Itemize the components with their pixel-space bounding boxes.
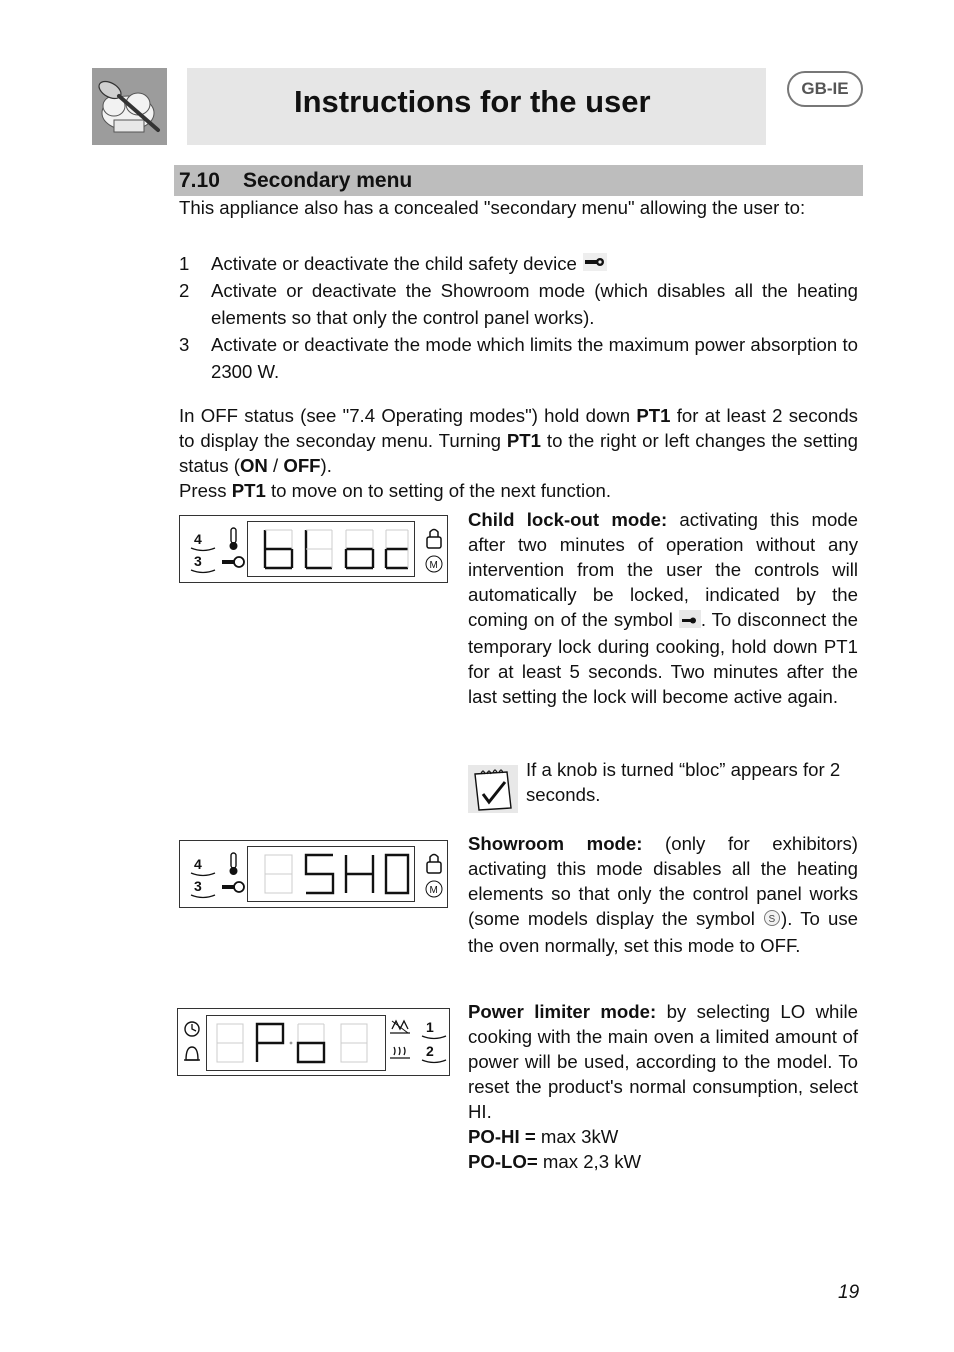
list-item-text: Activate or deactivate the child safety device [211, 253, 577, 274]
padlock-icon [427, 530, 441, 549]
heating-element-icon [390, 1047, 410, 1058]
list-item: Activate or deactivate the Showroom mode (which disables all the heating elements so that only the control panel works). [211, 280, 858, 328]
intro-paragraph: This appliance also has a concealed "secondary menu" allowing the user to: [179, 197, 806, 218]
spoon-chef-hat-icon [92, 68, 167, 145]
page-header [187, 68, 766, 145]
po-lo-line: PO-LO= max 2,3 kW [468, 1151, 642, 1172]
lcd-display [247, 846, 415, 902]
seven-segment-sho [248, 847, 414, 901]
panel-label-bottom: 3 [194, 553, 202, 569]
panel-label-bottom: 3 [194, 878, 202, 894]
control-panel-bloc [179, 515, 448, 583]
section-title: Secondary menu [243, 169, 413, 192]
page-number: 19 [838, 1282, 860, 1303]
note-text: If a knob is turned “bloc” appears for 2 seconds. [526, 759, 841, 805]
panel-label-top: 4 [194, 856, 202, 872]
section-heading [174, 165, 863, 196]
lcd-display [206, 1015, 386, 1071]
list-number: 2 [179, 280, 190, 301]
svg-text:M: M [429, 560, 438, 571]
list-number: 1 [179, 253, 190, 274]
seven-segment-po [207, 1016, 385, 1070]
press-instruction: Press PT1 to move on to setting of the next function. [179, 480, 612, 501]
power-limiter-description: Power limiter mode: by selecting LO while cooking with the main oven a limited amount of power will be used, according to the model. To reset the product's normal consumption, select HI. [468, 1001, 858, 1122]
control-panel-showroom [179, 840, 448, 908]
section-number: 7.10 [179, 169, 220, 192]
lcd-display [247, 521, 415, 577]
control-panel-power [177, 1008, 450, 1076]
bell-icon [184, 1047, 200, 1060]
chef-logo [92, 68, 167, 145]
po-hi-line: PO-HI = max 3kW [468, 1126, 619, 1147]
list-number: 3 [179, 334, 190, 355]
svg-text:S: S [768, 913, 776, 925]
panel-label-bottom: 2 [426, 1043, 434, 1059]
note-icon [467, 764, 519, 814]
list-item: Activate or deactivate the mode which limits the maximum power absorption to 2300 W. [211, 334, 858, 382]
language-badge: GB-IE [787, 71, 863, 107]
instructions-paragraph: In OFF status (see "7.4 Operating modes") hold down PT1 for at least 2 seconds to display the seconday menu. Turning PT1 to the right or left changes the setting status (ON / OFF). [179, 405, 858, 476]
child-lock-description: Child lock-out mode: activating this mode after two minutes of operation without any intervention from the user the controls will automatically be locked, indicated by the coming on of the symbol . To disconnect the temporary lock during cooking, hold down PT1 for at least 5 seconds. Two minutes after the last setting the lock will become active again. [468, 509, 858, 707]
padlock-icon [427, 855, 441, 874]
lock-symbol-icon [679, 609, 701, 634]
showroom-description: Showroom mode: (only for exhibitors) activating this mode disables all the heating elements so that only the control panel works (some models display the symbol S ). To use the oven normally, set this mode to OFF. [468, 833, 858, 956]
menu-m-icon [426, 556, 442, 572]
page-title: Instructions for the user [294, 84, 651, 119]
menu-m-icon [426, 881, 442, 897]
showroom-s-icon [763, 908, 781, 933]
clock-icon [185, 1022, 199, 1036]
grill-fan-icon [390, 1021, 410, 1033]
thermometer-icon [230, 853, 238, 875]
key-icon [222, 557, 244, 567]
list-item [211, 250, 858, 279]
key-icon [222, 882, 244, 892]
panel-label-top: 4 [194, 531, 202, 547]
svg-text:M: M [429, 885, 438, 896]
thermometer-icon [230, 528, 238, 550]
panel-label-top: 1 [426, 1019, 434, 1035]
seven-segment-bloc [248, 522, 414, 576]
key-lock-icon [582, 252, 608, 279]
